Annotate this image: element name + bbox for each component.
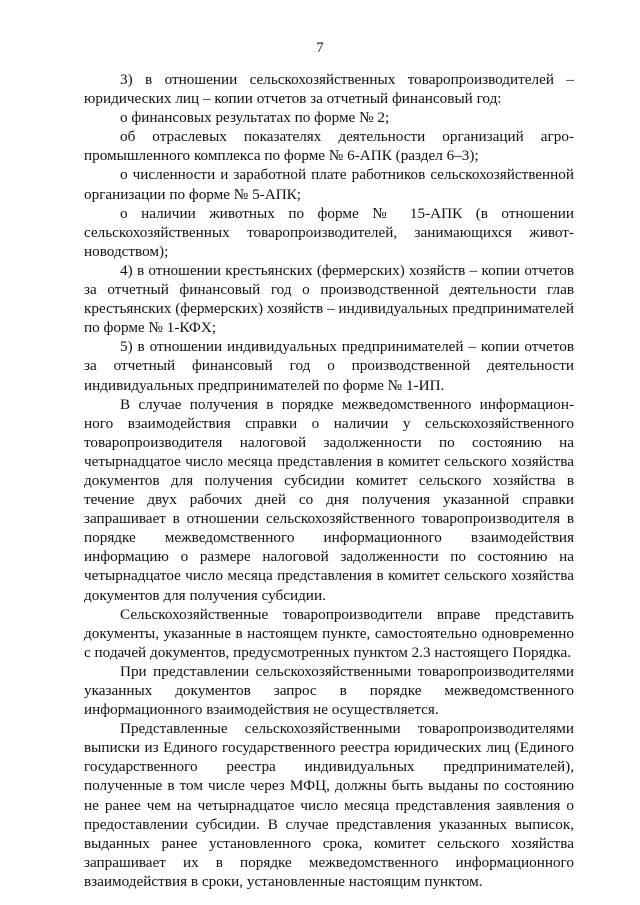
paragraph-item-4-farms: 4) в отношении крестьянских (фермерских) хозяйств – копии отчетов за отчетный финансовый год о производственной деятельности глав крестьянских (фермерских) хозяйств – индивидуальных предпринимателей по форме № 1-КФХ; — [84, 261, 574, 337]
paragraph-no-request: При представлении сельскохозяйственными товаропроизводителями указанных документов запрос в порядке межведомственного информационного взаимодействия не осуществляется. — [84, 662, 574, 719]
document-body — [84, 70, 574, 891]
paragraph-self-submission: Сельскохозяйственные товаропроизводители вправе представить документы, указанные в настоящем пункте, самостоятельно одновременно с подачей документов, предусмотренных пунктом 2.3 настоящего Порядка. — [84, 605, 574, 661]
paragraph-tax-debt-inquiry: В случае получения в порядке межведомственного информацион-ного взаимодействия справки о наличии у сельскохозяйственного товаропроизводителя налоговой задолженности по состоянию на четырнадцатое число месяца представления в комитет сельского хозяйства документов для получения субсидии комитет сельского хозяйства в течение двух рабочих дней со дня получения указанной справки запрашивает в отношении сельскохозяйственного товаропроизводителя в порядке межведомственного информационного взаимодействия информацию о размере налоговой задолженности по состоянию на четырнадцатое число месяца представления в комитет сельского хозяйства документов для получения субсидии. — [84, 395, 574, 604]
paragraph-form-15-apk: о наличии животных по форме № 15-АПК (в отношении сельскохозяйственных товаропроизводителей, занимающихся живот-новодством); — [84, 204, 574, 260]
page-number: 7 — [316, 40, 324, 56]
paragraph-form-5-apk: о численности и заработной плате работников сельскохозяйственной организации по форме № 5-АПК; — [84, 166, 574, 203]
paragraph-item-5-entrepreneurs: 5) в отношении индивидуальных предпринимателей – копии отчетов за отчетный финансовый год о производственной деятельности индивидуальных предпринимателей по форме № 1-ИП. — [84, 338, 574, 394]
paragraph-form-6-apk: об отраслевых показателях деятельности организаций агро-промышленного комплекса по форме № 6-АПК (раздел 6–3); — [84, 128, 574, 165]
paragraph-item-3-legal-entities: 3) в отношении сельскохозяйственных товаропроизводителей – юридических лиц – копии отчетов за отчетный финансовый год: — [84, 71, 574, 108]
paragraph-form-2: о финансовых результатах по форме № 2; — [120, 109, 390, 127]
paragraph-registry-extracts: Представленные сельскохозяйственными товаропроизводителями выписки из Единого государственного реестра юридических лиц (Единого государственного реестра индивидуальных предпринимателей), полученные в том числе через МФЦ, должны быть выданы по состоянию не ранее чем на четырнадцатое число месяца представления заявления о предоставлении субсидии. В случае представления указанных выписок, выданных ранее установленного срока, комитет сельского хозяйства запрашивает их в порядке межведомственного информационного взаимодействия в сроки, установленные настоящим пунктом. — [84, 720, 574, 890]
